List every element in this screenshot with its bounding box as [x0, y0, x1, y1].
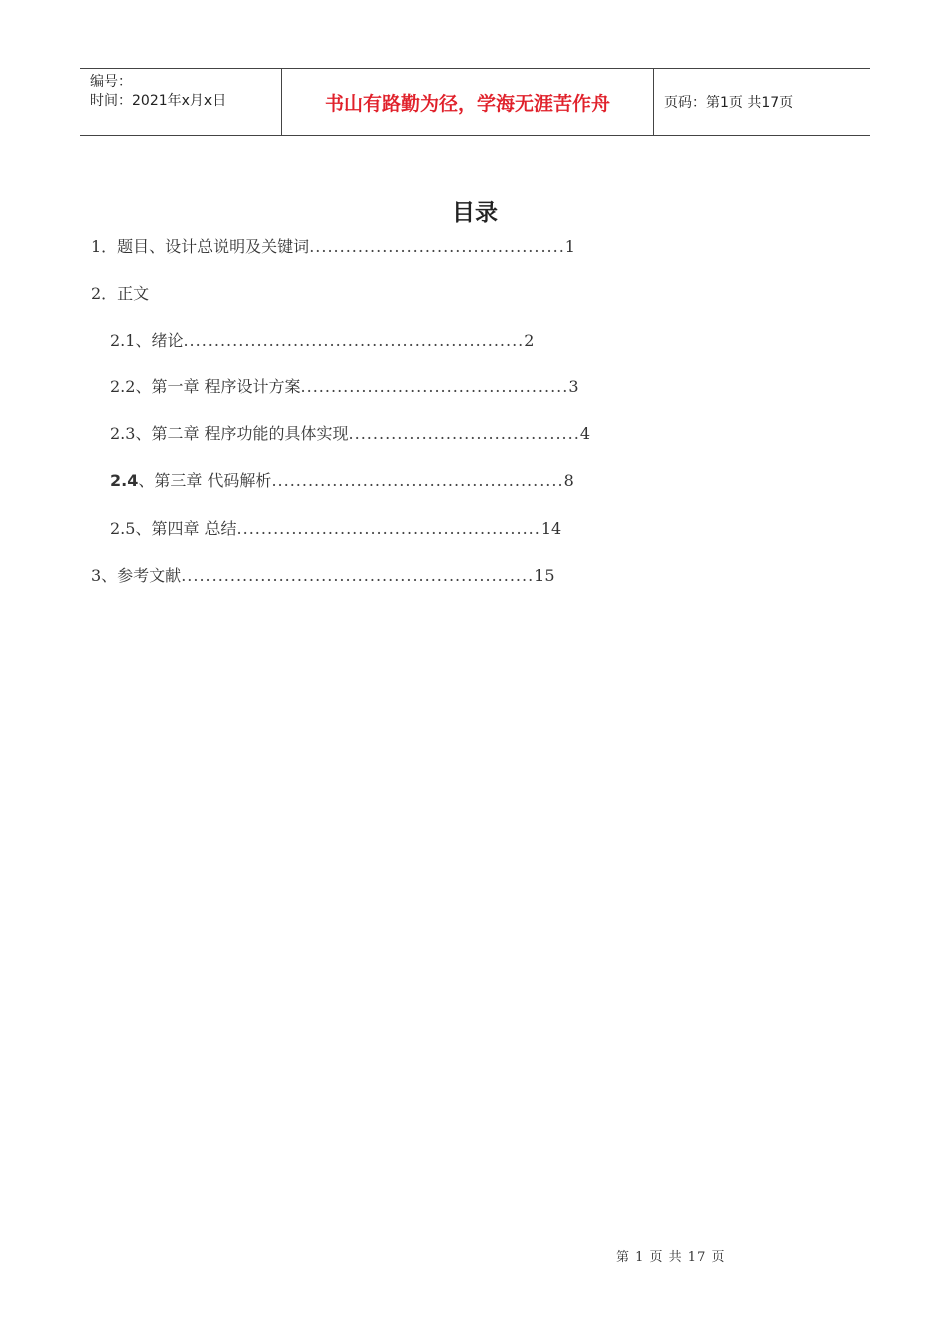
toc-leader-dots: ........................................................: [183, 331, 525, 350]
toc-entry-1[interactable]: [91, 236, 575, 258]
toc-page-number: 8: [563, 471, 574, 490]
toc-page-number: 1: [564, 237, 575, 256]
toc-entry-2-3[interactable]: [110, 423, 590, 445]
toc-entry-text: 、第三章 代码解析: [138, 471, 272, 490]
header-meta-cell: [80, 69, 281, 135]
toc-entry-text: 2.2、第一章 程序设计方案: [110, 377, 301, 396]
header-page-info: 页码：第1页 共17页: [664, 95, 794, 111]
toc-entry-2-5[interactable]: [110, 518, 561, 540]
toc-entry-2-2[interactable]: [110, 376, 579, 398]
toc-entry-text: 2．正文: [91, 284, 150, 303]
document-header: [80, 68, 870, 136]
toc-entry-text: 2.5、第四章 总结: [110, 519, 237, 538]
header-motto: 书山有路勤为径，学海无涯苦作舟: [324, 92, 610, 115]
toc-entry-text: 3、参考文献: [91, 566, 182, 585]
toc-entry-3[interactable]: [91, 565, 555, 587]
page-footer: 第 1 页 共 17 页: [616, 1250, 726, 1265]
toc-leader-dots: ................................................: [271, 471, 564, 490]
toc-leader-dots: ..................................................: [236, 519, 541, 538]
document-number-label: 编号：: [90, 74, 132, 90]
toc-entry-number: 2.4: [110, 471, 139, 490]
toc-page-number: 14: [540, 519, 562, 538]
toc-entry-2-1[interactable]: [110, 330, 534, 352]
toc-entry-text: 2.1、绪论: [110, 331, 184, 350]
toc-entry-2[interactable]: [91, 283, 149, 305]
header-page-cell: [654, 69, 870, 135]
toc-leader-dots: ..........................................................: [181, 566, 535, 585]
toc-entry-2-4[interactable]: [110, 470, 574, 492]
toc-page-number: 15: [534, 566, 555, 585]
toc-leader-dots: ............................................: [300, 377, 569, 396]
document-date: 时间：2021年x月x日: [90, 93, 227, 109]
toc-page-number: 4: [579, 424, 590, 443]
toc-leader-dots: ......................................: [348, 424, 580, 443]
toc-title: 目录: [452, 200, 498, 226]
toc-entry-text: 2.3、第二章 程序功能的具体实现: [110, 424, 349, 443]
toc-page-number: 2: [524, 331, 535, 350]
toc-leader-dots: ..........................................: [309, 237, 565, 256]
toc-entry-text: 1．题目、设计总说明及关键词: [91, 237, 310, 256]
header-motto-cell: [281, 69, 654, 135]
toc-page-number: 3: [568, 377, 579, 396]
